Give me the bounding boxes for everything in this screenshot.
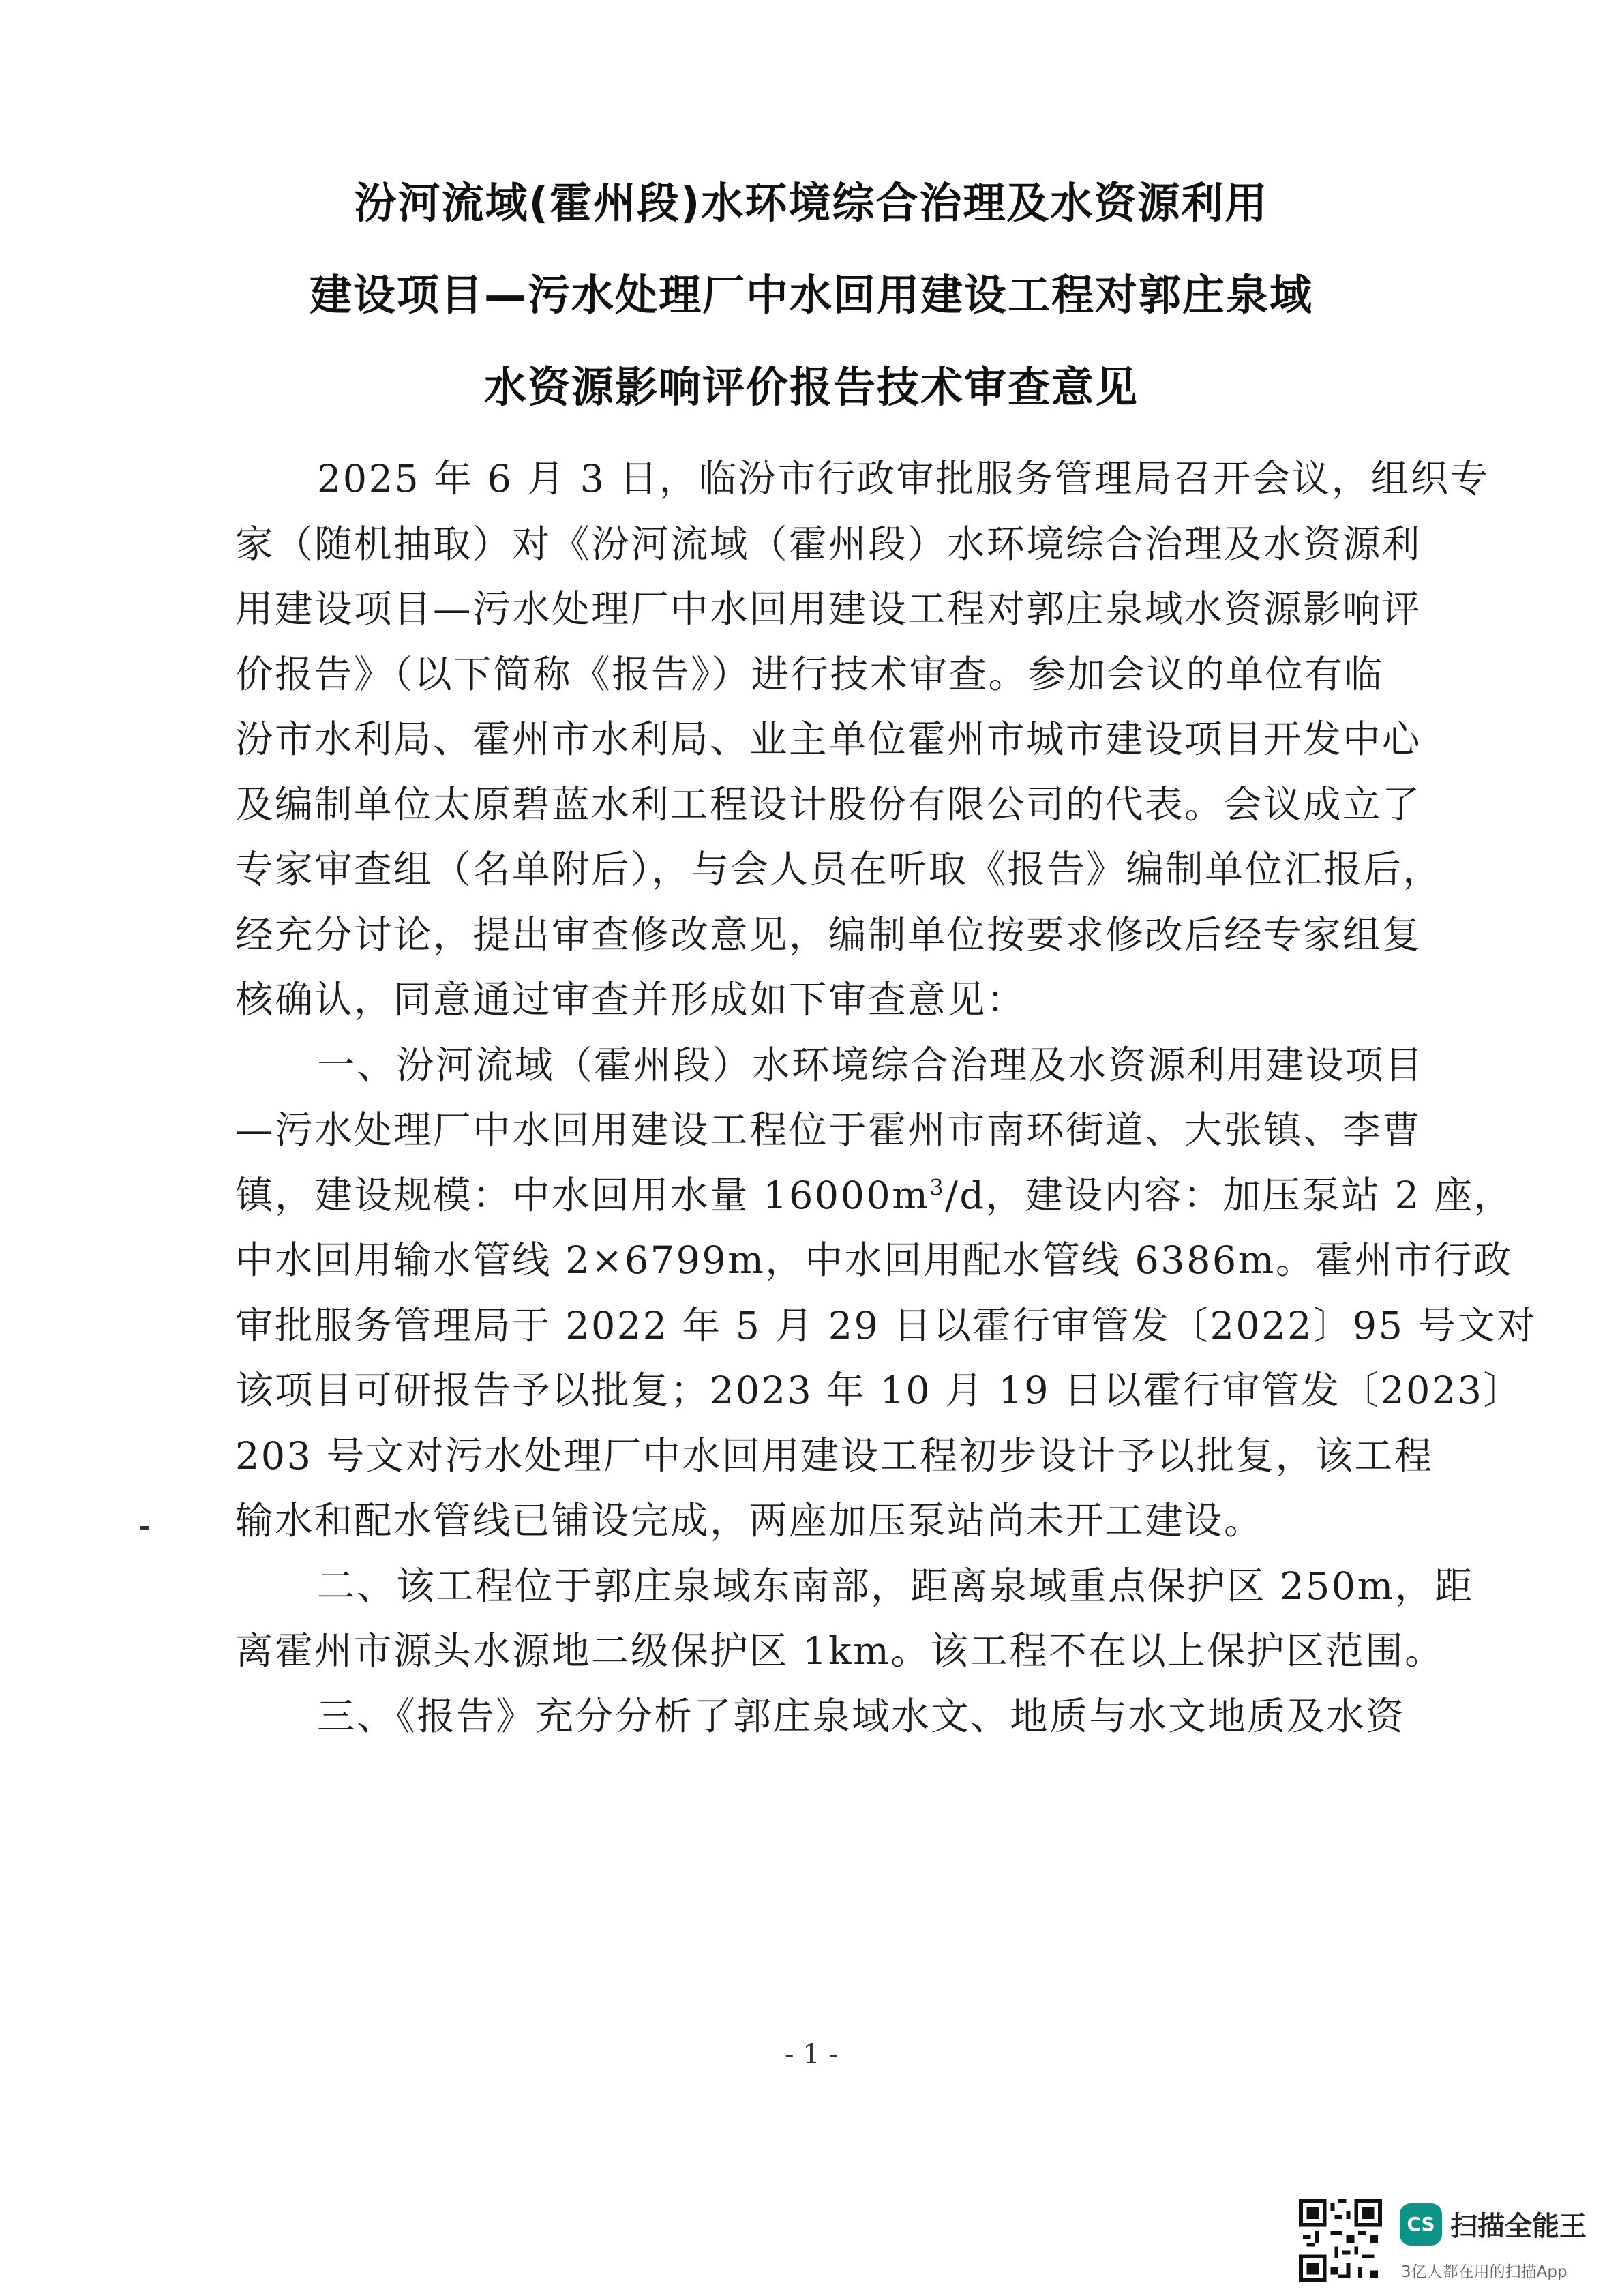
- body-line: [235, 1163, 1514, 1229]
- body-line: 203 号文对污水处理厂中水回用建设工程初步设计予以批复，该工程: [235, 1433, 1434, 1478]
- body-line: 该项目可研报告予以批复；2023 年 10 月 19 日以霍行审管发〔2023〕: [235, 1369, 1523, 1413]
- qr-code-icon: [1299, 2199, 1382, 2282]
- scanner-watermark: [1299, 2199, 1619, 2288]
- body-line: 一、汾河流域（霍州段）水环境综合治理及水资源利用建设项目: [317, 1043, 1425, 1088]
- body-line: 价报告》（以下简称《报告》）进行技术审查。参加会议的单位有临: [235, 652, 1384, 697]
- body-line-part: 镇，建设规模：中水回用水量 16000m: [235, 1173, 930, 1218]
- camscanner-logo: CS: [1400, 2203, 1442, 2246]
- watermark-subtitle: 3亿人都在用的扫描App: [1401, 2263, 1567, 2281]
- body-line: 中水回用输水管线 2×6799m，中水回用配水管线 6386m。霍州市行政: [235, 1238, 1513, 1283]
- body-line: 及编制单位太原碧蓝水利工程设计股份有限公司的代表。会议成立了: [235, 782, 1422, 827]
- document-body: [235, 447, 1537, 1749]
- title-line-3: 水资源影响评价报告技术审查意见: [483, 362, 1139, 412]
- scan-mark: [140, 1526, 149, 1530]
- body-line: 用建设项目—污水处理厂中水回用建设工程对郭庄泉域水资源影响评: [235, 587, 1422, 631]
- body-line: 离霍州市源头水源地二级保护区 1km。该工程不在以上保护区范围。: [235, 1629, 1445, 1673]
- body-line: —污水处理厂中水回用建设工程位于霍州市南环街道、大张镇、李曹: [235, 1108, 1422, 1152]
- body-line-part: /d，建设内容：加压泵站 2 座，: [945, 1173, 1514, 1218]
- body-line: 2025 年 6 月 3 日，临汾市行政审批服务管理局召开会议，组织专: [317, 457, 1490, 501]
- page-number: - 1 -: [785, 2039, 838, 2070]
- body-line: 汾市水利局、霍州市水利局、业主单位霍州市城市建设项目开发中心: [235, 717, 1422, 762]
- body-line: 核确认，同意通过审查并形成如下审查意见：: [235, 978, 1027, 1022]
- title-line-1: 汾河流域(霍州段)水环境综合治理及水资源利用: [354, 178, 1269, 228]
- body-line: 二、该工程位于郭庄泉域东南部，距离泉域重点保护区 250m，距: [317, 1564, 1474, 1609]
- superscript: 3: [929, 1174, 946, 1200]
- body-line: 审批服务管理局于 2022 年 5 月 29 日以霍行审管发〔2022〕95 号文对: [235, 1303, 1537, 1348]
- body-line: 输水和配水管线已铺设完成，两座加压泵站尚未开工建设。: [235, 1499, 1264, 1543]
- watermark-title: 扫描全能王: [1450, 2211, 1587, 2242]
- body-line: 经充分讨论，提出审查修改意见，编制单位按要求修改后经专家组复: [235, 912, 1422, 957]
- body-line: 专家审查组（名单附后），与会人员在听取《报告》编制单位汇报后，: [235, 848, 1443, 892]
- body-line: 家（随机抽取）对《汾河流域（霍州段）水环境综合治理及水资源利: [235, 522, 1422, 567]
- body-line: 三、《报告》充分分析了郭庄泉域水文、地质与水文地质及水资: [317, 1694, 1406, 1739]
- title-line-2: 建设项目—污水处理厂中水回用建设工程对郭庄泉域: [309, 270, 1313, 320]
- document-title: [205, 157, 1418, 433]
